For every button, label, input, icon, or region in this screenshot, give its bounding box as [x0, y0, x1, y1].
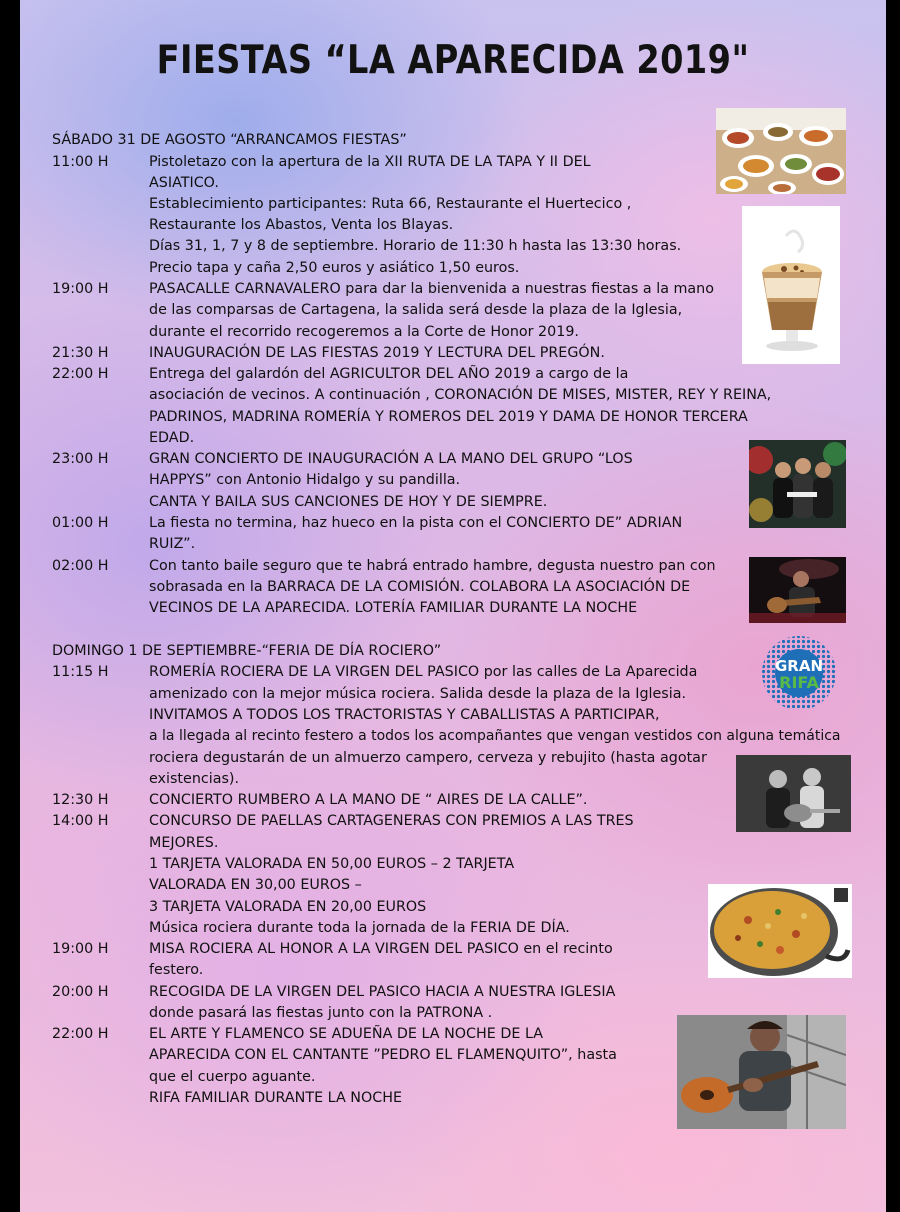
day2-line: existencias).	[149, 771, 240, 787]
day2-line: ROMERÍA ROCIERA DE LA VIRGEN DEL PASICO por las calles de La Aparecida	[149, 664, 698, 680]
day1-time-2200: 22:00 H	[52, 366, 109, 382]
day1-heading: SÁBADO 31 DE AGOSTO “ARRANCAMOS FIESTAS”	[52, 132, 407, 148]
day2-line: CONCURSO DE PAELLAS CARTAGENERAS CON PREMIOS A LAS TRES	[149, 813, 634, 829]
poster-title: FIESTAS “LA APARECIDA 2019"	[156, 38, 750, 83]
pedro-el-flamenquito-photo	[677, 1015, 846, 1129]
day2-line: CONCIERTO RUMBERO A LA MANO DE “ AIRES DE LA CALLE”.	[149, 792, 588, 808]
coffee-glass-photo	[742, 206, 840, 364]
tapas-photo	[716, 108, 846, 194]
day1-line: durante el recorrido recogeremos a la Corte de Honor 2019.	[149, 324, 579, 340]
adrian-ruiz-concert-photo	[749, 557, 846, 623]
day1-line: Días 31, 1, 7 y 8 de septiembre. Horario de 11:30 h hasta las 13:30 horas.	[149, 238, 682, 254]
day1-line: Precio tapa y caña 2,50 euros y asiático 1,50 euros.	[149, 260, 520, 276]
rifa-line1: GRAN	[774, 657, 824, 675]
day2-time-2000: 20:00 H	[52, 984, 109, 1000]
day1-line: ASIATICO.	[149, 175, 219, 191]
day2-line: INVITAMOS A TODOS LOS TRACTORISTAS Y CABALLISTAS A PARTICIPAR,	[149, 707, 660, 723]
day1-time-0200: 02:00 H	[52, 558, 109, 574]
day1-line: PADRINOS, MADRINA ROMERÍA Y ROMEROS DEL 2019 Y DAMA DE HONOR TERCERA	[149, 409, 748, 425]
day1-line: GRAN CONCIERTO DE INAUGURACIÓN A LA MANO DEL GRUPO “LOS	[149, 451, 633, 467]
day1-line: Pistoletazo con la apertura de la XII RUTA DE LA TAPA Y II DEL	[149, 154, 591, 170]
day2-time-1400: 14:00 H	[52, 813, 109, 829]
day1-time-2130: 21:30 H	[52, 345, 109, 361]
day2-line: RECOGIDA DE LA VIRGEN DEL PASICO HACIA A NUESTRA IGLESIA	[149, 984, 616, 1000]
day1-line: Entrega del galardón del AGRICULTOR DEL AÑO 2019 a cargo de la	[149, 366, 629, 382]
day2-line: MEJORES.	[149, 835, 219, 851]
day2-line: VALORADA EN 30,00 EUROS –	[149, 877, 362, 893]
day2-line: donde pasará las fiestas junto con la PATRONA .	[149, 1005, 493, 1021]
day1-line: HAPPYS” con Antonio Hidalgo y su pandilla.	[149, 472, 461, 488]
day1-line: VECINOS DE LA APARECIDA. LOTERÍA FAMILIAR DURANTE LA NOCHE	[149, 600, 638, 616]
day2-line: MISA ROCIERA AL HONOR A LA VIRGEN DEL PASICO en el recinto	[149, 941, 613, 957]
day2-time-1115: 11:15 H	[52, 664, 109, 680]
day2-line: 3 TARJETA VALORADA EN 20,00 EUROS	[149, 899, 427, 915]
day1-line: asociación de vecinos. A continuación , CORONACIÓN DE MISES, MISTER, REY Y REINA,	[149, 387, 772, 403]
event-poster	[20, 0, 886, 1212]
day1-line: Restaurante los Abastos, Venta los Blayas.	[149, 217, 454, 233]
day2-line: amenizado con la mejor música rociera. Salida desde la plaza de la Iglesia.	[149, 686, 687, 702]
day1-line: CANTA Y BAILA SUS CANCIONES DE HOY Y DE SIEMPRE.	[149, 494, 548, 510]
day1-line: de las comparsas de Cartagena, la salida será desde la plaza de la Iglesia,	[149, 302, 683, 318]
los-happys-band-photo	[749, 440, 846, 528]
day1-line: PASACALLE CARNAVALERO para dar la bienvenida a nuestras fiestas a la mano	[149, 281, 714, 297]
day2-line: 1 TARJETA VALORADA EN 50,00 EUROS – 2 TARJETA	[149, 856, 515, 872]
day2-line: APARECIDA CON EL CANTANTE ”PEDRO EL FLAMENQUITO”, hasta	[149, 1047, 617, 1063]
day2-time-1230: 12:30 H	[52, 792, 109, 808]
day1-line: La fiesta no termina, haz hueco en la pista con el CONCIERTO DE” ADRIAN	[149, 515, 683, 531]
day1-line: INAUGURACIÓN DE LAS FIESTAS 2019 Y LECTURA DEL PREGÓN.	[149, 345, 605, 361]
day1-line: sobrasada en la BARRACA DE LA COMISIÓN. COLABORA LA ASOCIACIÓN DE	[149, 579, 691, 595]
aires-de-la-calle-photo	[736, 755, 851, 832]
day2-line: rociera degustarán de un almuerzo campero, cerveza y rebujito (hasta agotar	[149, 750, 707, 766]
day1-line: EDAD.	[149, 430, 195, 446]
day1-line: Con tanto baile seguro que te habrá entrado hambre, degusta nuestro pan con	[149, 558, 716, 574]
day1-time-1900: 19:00 H	[52, 281, 109, 297]
day2-line: Música rociera durante toda la jornada de la FERIA DE DÍA.	[149, 920, 570, 936]
rifa-line2: RIFA	[779, 673, 819, 692]
day2-time-1900: 19:00 H	[52, 941, 109, 957]
day1-time-0100: 01:00 H	[52, 515, 109, 531]
day1-line: Establecimiento participantes: Ruta 66, Restaurante el Huertecico ,	[149, 196, 632, 212]
day1-time-2300: 23:00 H	[52, 451, 109, 467]
day2-line: EL ARTE Y FLAMENCO SE ADUEÑA DE LA NOCHE DE LA	[149, 1026, 544, 1042]
gran-rifa-logo	[756, 634, 842, 712]
day1-time-1100: 11:00 H	[52, 154, 109, 170]
day2-time-2200: 22:00 H	[52, 1026, 109, 1042]
day2-line: RIFA FAMILIAR DURANTE LA NOCHE	[149, 1090, 403, 1106]
day2-line: a la llegada al recinto festero a todos los acompañantes que vengan vestidos con alguna temática	[149, 728, 841, 744]
day2-line: que el cuerpo aguante.	[149, 1069, 316, 1085]
day1-line: RUIZ”.	[149, 536, 196, 552]
day2-heading: DOMINGO 1 DE SEPTIEMBRE-“FERIA DE DÍA ROCIERO”	[52, 643, 442, 659]
day2-line: festero.	[149, 962, 204, 978]
paella-photo	[708, 884, 852, 978]
